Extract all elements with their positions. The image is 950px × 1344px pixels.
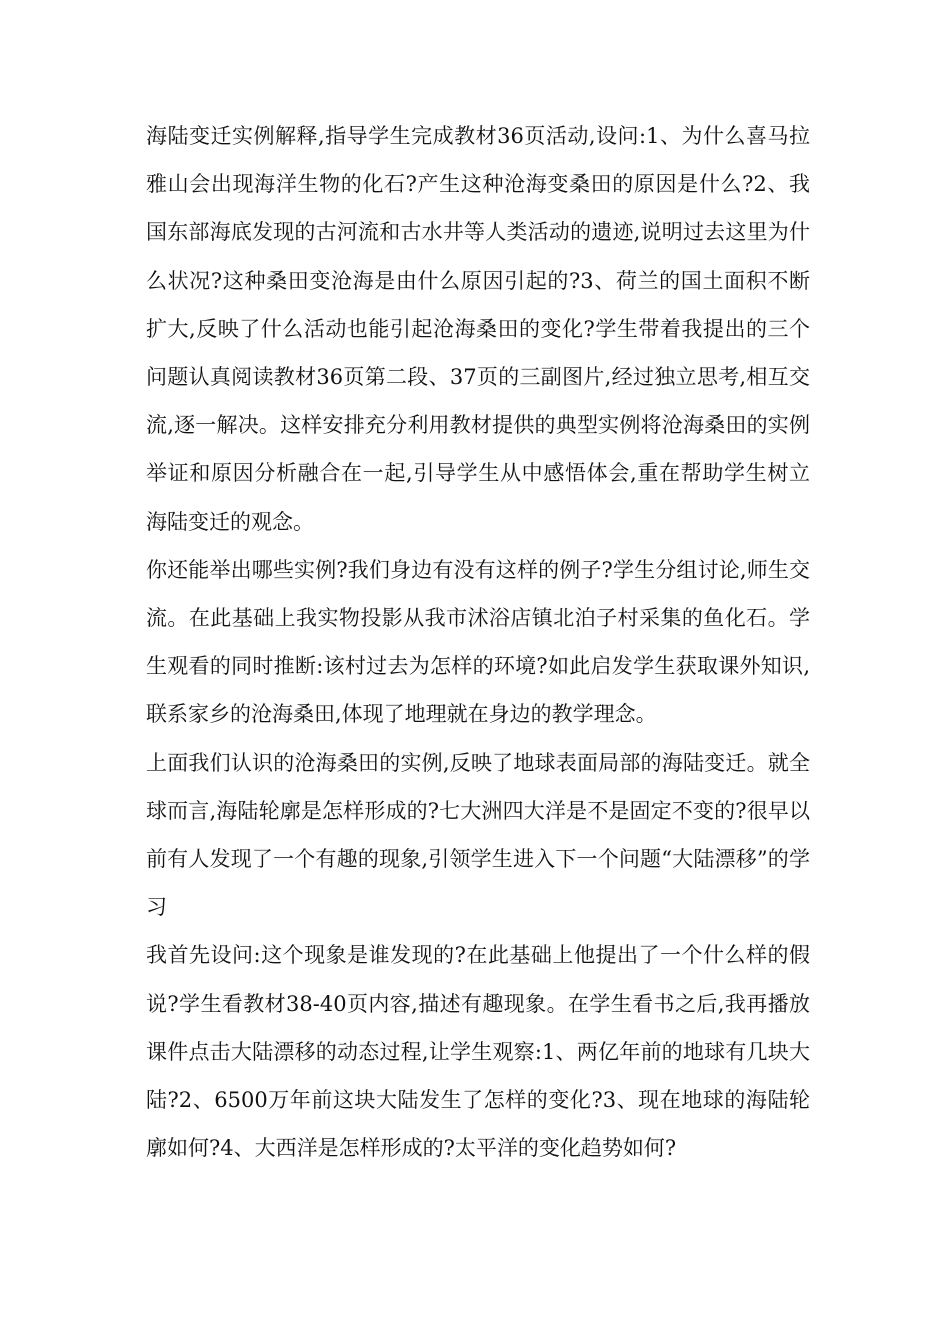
body-text [146,112,810,1172]
paragraph-4: 我首先设问:这个现象是谁发现的?在此基础上他提出了一个什么样的假说?学生看教材38-40页内容,描述有趣现象。在学生看书之后,我再播放课件点击大陆漂移的动态过程,让学生观察:1、两亿年前的地球有几块大陆?2、6500万年前这块大陆发生了怎样的变化?3、现在地球的海陆轮廓如何?4、大西洋是怎样形成的?太平洋的变化趋势如何? [146,943,810,1161]
paragraph-3: 上面我们认识的沧海桑田的实例,反映了地球表面局部的海陆变迁。就全球而言,海陆轮廓是怎样形成的?七大洲四大洋是不是固定不变的?很早以前有人发现了一个有趣的现象,引领学生进入下一个问题“大陆漂移”的学习 [146,750,810,920]
paragraph-2: 你还能举出哪些实例?我们身边有没有这样的例子?学生分组讨论,师生交流。在此基础上我实物投影从我市沭浴店镇北泊子村采集的鱼化石。学生观看的同时推断:该村过去为怎样的环境?如此启发学生获取课外知识,联系家乡的沧海桑田,体现了地理就在身边的教学理念。 [146,557,810,727]
paragraph-1: 海陆变迁实例解释,指导学生完成教材36页活动,设问:1、为什么喜马拉雅山会出现海洋生物的化石?产生这种沧海变桑田的原因是什么?2、我国东部海底发现的古河流和古水井等人类活动的遗迹,说明过去这里为什么状况?这种桑田变沧海是由什么原因引起的?3、荷兰的国土面积不断扩大,反映了什么活动也能引起沧海桑田的变化?学生带着我提出的三个问题认真阅读教材36页第二段、37页的三副图片,经过独立思考,相互交流,逐一解决。这样安排充分利用教材提供的典型实例将沧海桑田的实例举证和原因分析融合在一起,引导学生从中感悟体会,重在帮助学生树立海陆变迁的观念。 [146,124,810,534]
